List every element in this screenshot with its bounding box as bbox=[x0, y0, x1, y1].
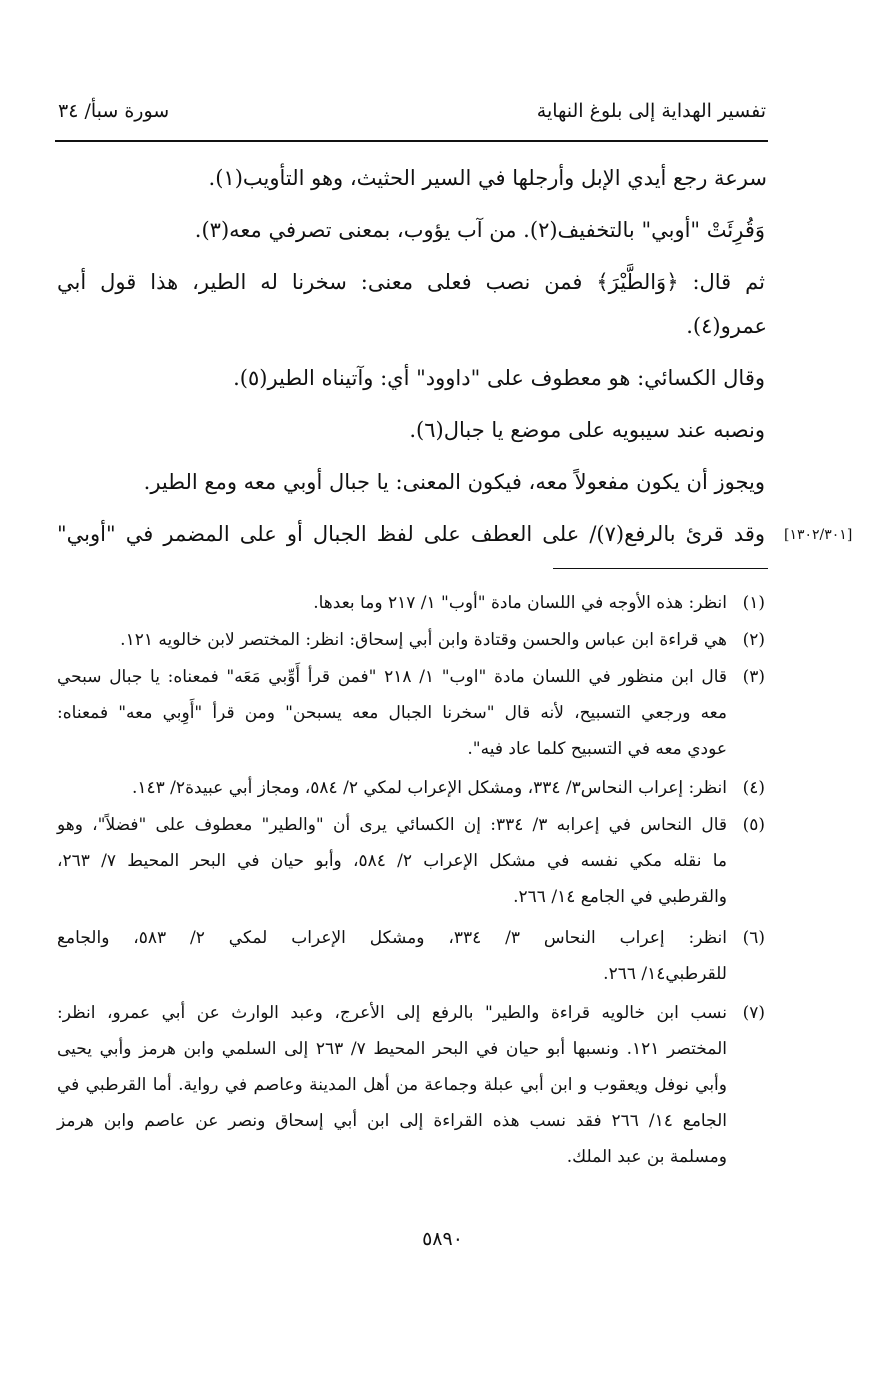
running-header bbox=[58, 100, 766, 130]
footnote-line: قال النحاس في إعرابه ٣/ ٣٣٤: إن الكسائي يرى أن "والطير" معطوف على "فضلاً"، وهو bbox=[57, 815, 728, 835]
footnote-line: انظر: إعراب النحاس ٣/ ٣٣٤، ومشكل الإعراب لمكي ٢/ ٥٨٣، والجامع bbox=[57, 928, 727, 948]
footnote-line: نسب ابن خالويه قراءة والطير" بالرفع إلى الأعرج، وعبد الوارث عن أبي عمرو، انظر: bbox=[57, 1003, 727, 1023]
footnote-number: (٢) bbox=[742, 630, 765, 650]
footnote-number: (٣) bbox=[742, 667, 765, 687]
body-line-3: ثم قال: ﴿وَالطَّيْرَ﴾ فمن نصب فعلى معنى: سخرنا له الطير، هذا قول أبي bbox=[57, 270, 765, 294]
footnote-line: هي قراءة ابن عباس والحسن وقتادة وابن أبي إسحاق: انظر: المختصر لابن خالويه ١٢١. bbox=[120, 630, 727, 650]
header-rule bbox=[55, 140, 768, 142]
page-number: ٥٨٩٠ bbox=[422, 1228, 463, 1250]
book-title: تفسير الهداية إلى بلوغ النهاية bbox=[536, 100, 766, 122]
footnote-line: انظر: هذه الأوجه في اللسان مادة "أوب" ١/ ٢١٧ وما بعدها. bbox=[313, 593, 727, 613]
footnote-number: (٦) bbox=[742, 928, 765, 948]
body-line-8: وقد قرئ بالرفع(٧)/ على العطف على لفظ الجبال أو على المضمر في "أوبي" bbox=[57, 522, 765, 546]
footnote-line: للقرطبي١٤/ ٢٦٦. bbox=[603, 964, 727, 984]
footnote-number: (١) bbox=[742, 593, 765, 613]
footnote-number: (٤) bbox=[742, 778, 765, 798]
footnote-line: ومسلمة بن عبد الملك. bbox=[566, 1147, 727, 1167]
footnote-line: عودي معه في التسبيح كلما عاد فيه". bbox=[467, 739, 727, 759]
footnote-line: الجامع ١٤/ ٢٦٦ فقد نسب هذه القراءة إلى ابن أبي إسحاق ونصر عن عاصم وابن هرمز bbox=[57, 1111, 727, 1131]
surah-label: سورة سبأ/ ٣٤ bbox=[58, 100, 170, 122]
body-line-1: سرعة رجع أيدي الإبل وأرجلها في السير الحثيث، وهو التأويب(١). bbox=[208, 166, 767, 190]
footnote-line: ما نقله مكي نفسه في مشكل الإعراب ٢/ ٥٨٤، وأبو حيان في البحر المحيط ٧/ ٢٦٣، bbox=[57, 851, 727, 871]
footnote-number: (٧) bbox=[742, 1003, 765, 1023]
footnote-line: انظر: إعراب النحاس٣/ ٣٣٤، ومشكل الإعراب لمكي ٢/ ٥٨٤، ومجاز أبي عبيدة٢/ ١٤٣. bbox=[131, 778, 727, 798]
body-line-5: وقال الكسائي: هو معطوف على "داوود" أي: وآتيناه الطير(٥). bbox=[233, 366, 765, 390]
footnote-line: والقرطبي في الجامع ١٤/ ٢٦٦. bbox=[513, 887, 727, 907]
margin-reference: [١٣٠٢/٣٠١] bbox=[784, 527, 853, 543]
body-line-2: وَقُرِئَتْ "أوبي" بالتخفيف(٢). من آب يؤوب، بمعنى تصرفي معه(٣). bbox=[194, 218, 765, 242]
footnote-line: المختصر ١٢١. ونسبها أبو حيان في البحر المحيط ٧/ ٢٦٣ إلى السلمي وابن هرمز وأبي يحيى bbox=[57, 1039, 727, 1059]
footnote-line: قال ابن منظور في اللسان مادة "اوب" ١/ ٢١٨ "فمن قرأ أَوِّبي مَعَه" فمعناه: يا جبال سبحي bbox=[57, 667, 727, 687]
footnote-line: معه ورجعي التسبيح، لأنه قال "سخرنا الجبال معه يسبحن" ومن قرأ "أَوِبي معه" فمعناه: bbox=[57, 703, 727, 723]
body-line-6: ونصبه عند سيبويه على موضع يا جبال(٦). bbox=[409, 418, 765, 442]
footnote-line: وأبي نوفل ويعقوب و ابن أبي عبلة وجماعة من أهل المدينة وعاصم في رواية. أما القرطبي في bbox=[57, 1075, 727, 1095]
body-line-4: عمرو(٤). bbox=[686, 314, 767, 338]
footnote-number: (٥) bbox=[742, 815, 765, 835]
footnote-rule bbox=[553, 568, 768, 569]
body-line-7: ويجوز أن يكون مفعولاً معه، فيكون المعنى: يا جبال أوبي معه ومع الطير. bbox=[143, 470, 765, 494]
